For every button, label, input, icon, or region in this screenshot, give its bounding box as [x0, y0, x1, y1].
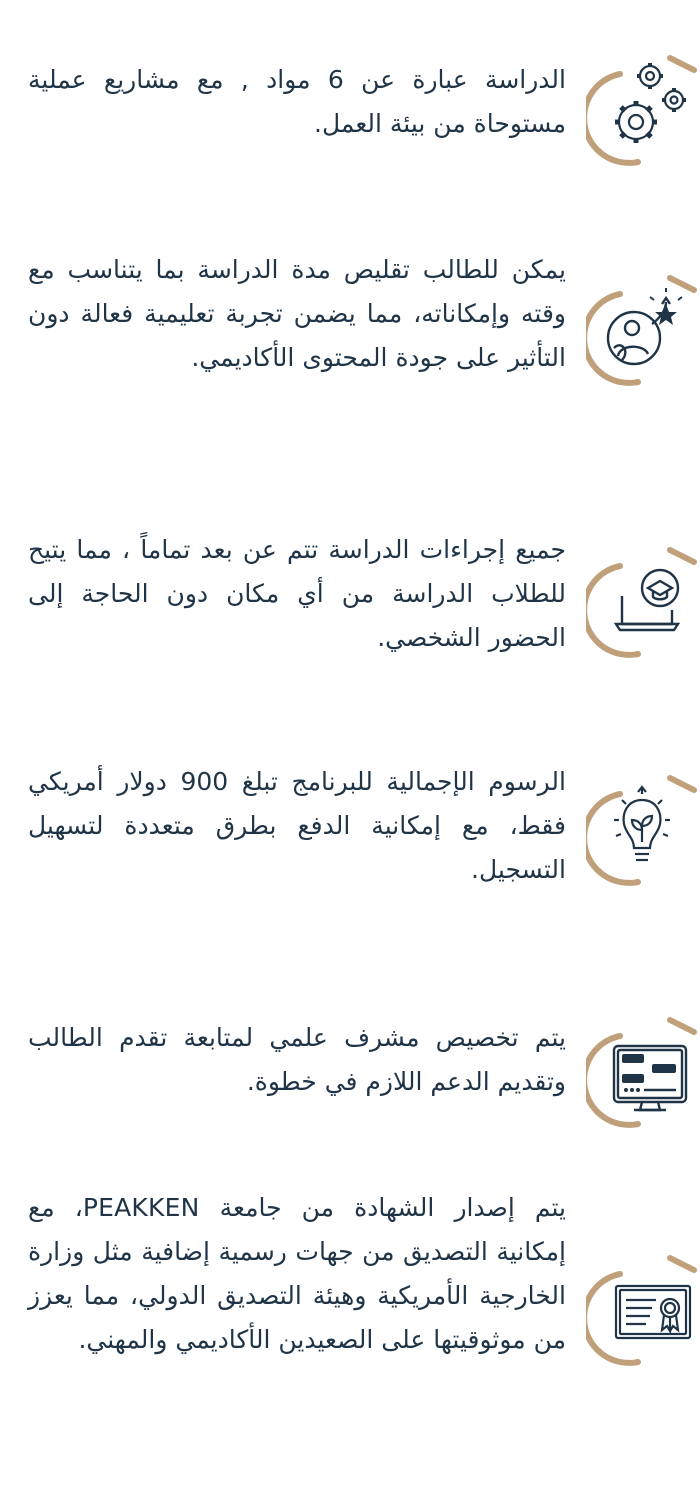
- monitor-chat-icon: [586, 1016, 698, 1128]
- feature-text: يتم تخصيص مشرف علمي لمتابعة تقدم الطالب وتقديم الدعم اللازم في خطوة.: [28, 1023, 566, 1096]
- student-star-icon: [586, 274, 698, 386]
- laptop-graduation-cap-icon: [586, 546, 698, 658]
- feature-text: الدراسة عبارة عن 6 مواد , مع مشاريع عملية مستوحاة من بيئة العمل.: [28, 65, 566, 138]
- lightbulb-plant-icon: [586, 774, 698, 886]
- feature-text: جميع إجراءات الدراسة تتم عن بعد تماماً ، مما يتيح للطلاب الدراسة من أي مكان دون الحاجة إلى الحضور الشخصي.: [28, 535, 566, 652]
- gears-icon: [586, 54, 698, 166]
- feature-text: يمكن للطالب تقليص مدة الدراسة بما يتناسب مع وقته وإمكاناته، مما يضمن تجربة تعليمية فعالة دون التأثير على جودة المحتوى الأكاديمي.: [28, 255, 566, 372]
- certificate-icon: [586, 1254, 698, 1366]
- feature-text: الرسوم الإجمالية للبرنامج تبلغ 900 دولار أمريكي فقط، مع إمكانية الدفع بطرق متعددة لتسهيل التسجيل.: [28, 767, 566, 884]
- feature-text: يتم إصدار الشهادة من جامعة PEAKKEN، مع إمكانية التصديق من جهات رسمية إضافية مثل وزارة الخارجية الأمريكية وهيئة التصديق الدولي، مما يعزز من موثوقيتها على الصعيدين الأكاديمي والمهني.: [28, 1193, 566, 1354]
